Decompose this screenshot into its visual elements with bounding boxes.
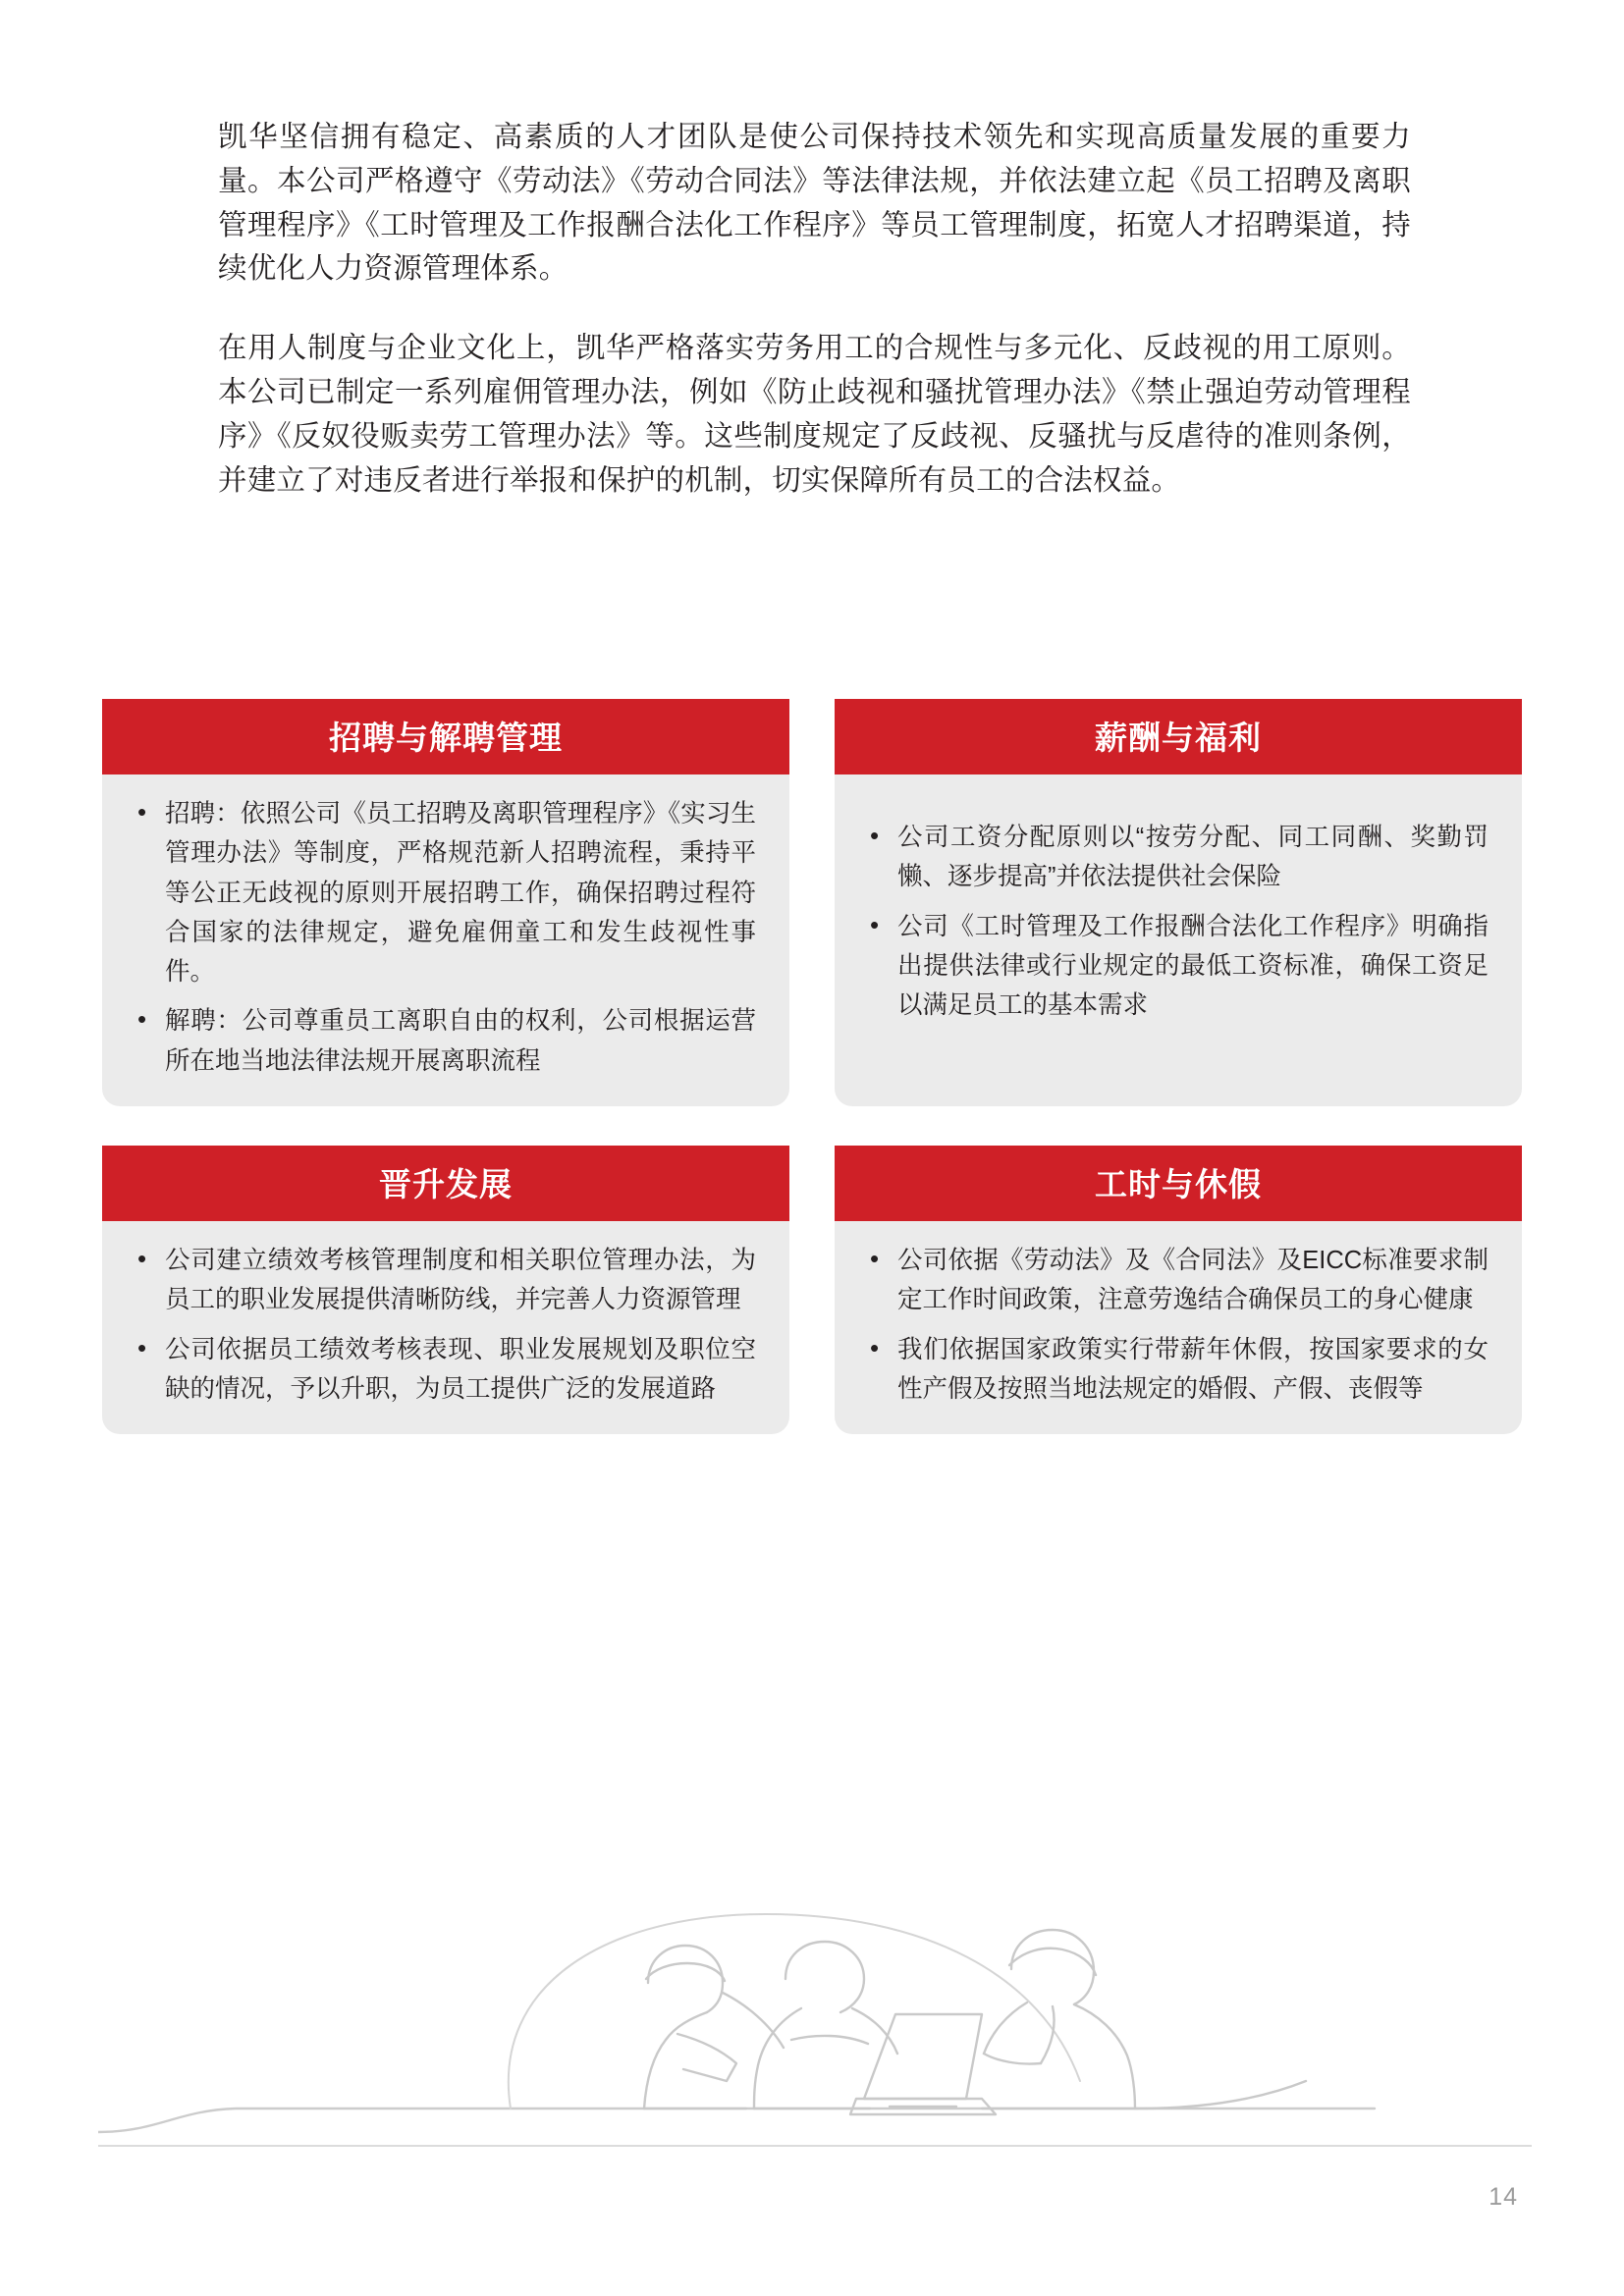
- card-body: [102, 774, 789, 1106]
- card-compensation-benefits: [835, 699, 1522, 1106]
- card-recruitment-dismissal: [102, 699, 789, 1106]
- card-promotion-development: [102, 1146, 789, 1434]
- card-title: 薪酬与福利: [835, 699, 1522, 774]
- list-item: • 公司《工时管理及工作报酬合法化工作程序》明确指出提供法律或行业规定的最低工资标准，确保工资足以满足员工的基本需求: [864, 907, 1489, 1026]
- intro-paragraph-2: 在用人制度与企业文化上，凯华严格落实劳务用工的合规性与多元化、反歧视的用工原则。本公司已制定一系列雇佣管理办法，例如《防止歧视和骚扰管理办法》《禁止强迫劳动管理程序》《反奴役贩卖劳工管理办法》等。这些制度规定了反歧视、反骚扰与反虐待的准则条例，并建立了对违反者进行举报和保护的机制，切实保障所有员工的合法权益。: [218, 332, 1411, 497]
- list-item: • 公司工资分配原则以“按劳分配、同工同酬、奖勤罚懒、逐步提高”并依法提供社会保险: [864, 818, 1489, 897]
- card-bullet-list: [864, 818, 1489, 1025]
- intro-section: [218, 116, 1411, 539]
- list-item: • 解聘：公司尊重员工离职自由的权利，公司根据运营所在地当地法律法规开展离职流程: [132, 1001, 756, 1081]
- card-bullet-list: [132, 794, 756, 1081]
- card-body: [102, 1221, 789, 1434]
- card-body: [835, 774, 1522, 1106]
- list-item: • 公司依据员工绩效考核表现、职业发展规划及职位空缺的情况，予以升职，为员工提供广泛的发展道路: [132, 1330, 756, 1410]
- card-title: 招聘与解聘管理: [102, 699, 789, 774]
- list-item: • 公司依据《劳动法》及《合同法》及EICC标准要求制定工作时间政策，注意劳逸结合确保员工的身心健康: [864, 1241, 1489, 1320]
- list-item: • 招聘：依照公司《员工招聘及离职管理程序》《实习生管理办法》等制度，严格规范新人招聘流程，秉持平等公正无歧视的原则开展招聘工作，确保招聘过程符合国家的法律规定，避免雇佣童工和发生歧视性事件。: [132, 794, 756, 991]
- topic-card-grid: [102, 699, 1522, 1434]
- card-title: 晋升发展: [102, 1146, 789, 1221]
- card-bullet-list: [864, 1241, 1489, 1409]
- card-working-hours-leave: [835, 1146, 1522, 1434]
- list-item: • 我们依据国家政策实行带薪年休假，按国家要求的女性产假及按照当地法规定的婚假、产假、丧假等: [864, 1330, 1489, 1410]
- list-item: • 公司建立绩效考核管理制度和相关职位管理办法，为员工的职业发展提供清晰防线，并完善人力资源管理: [132, 1241, 756, 1320]
- card-body: [835, 1221, 1522, 1434]
- card-title: 工时与休假: [835, 1146, 1522, 1221]
- intro-paragraph-1: 凯华坚信拥有稳定、高素质的人才团队是使公司保持技术领先和实现高质量发展的重要力量。本公司严格遵守《劳动法》《劳动合同法》等法律法规，并依法建立起《员工招聘及离职管理程序》《工时管理及工作报酬合法化工作程序》等员工管理制度，拓宽人才招聘渠道，持续优化人力资源管理体系。: [218, 121, 1411, 286]
- page-number: 14: [1489, 2183, 1518, 2211]
- illustration-people-at-desk: [98, 1787, 1532, 2199]
- card-bullet-list: [132, 1241, 756, 1409]
